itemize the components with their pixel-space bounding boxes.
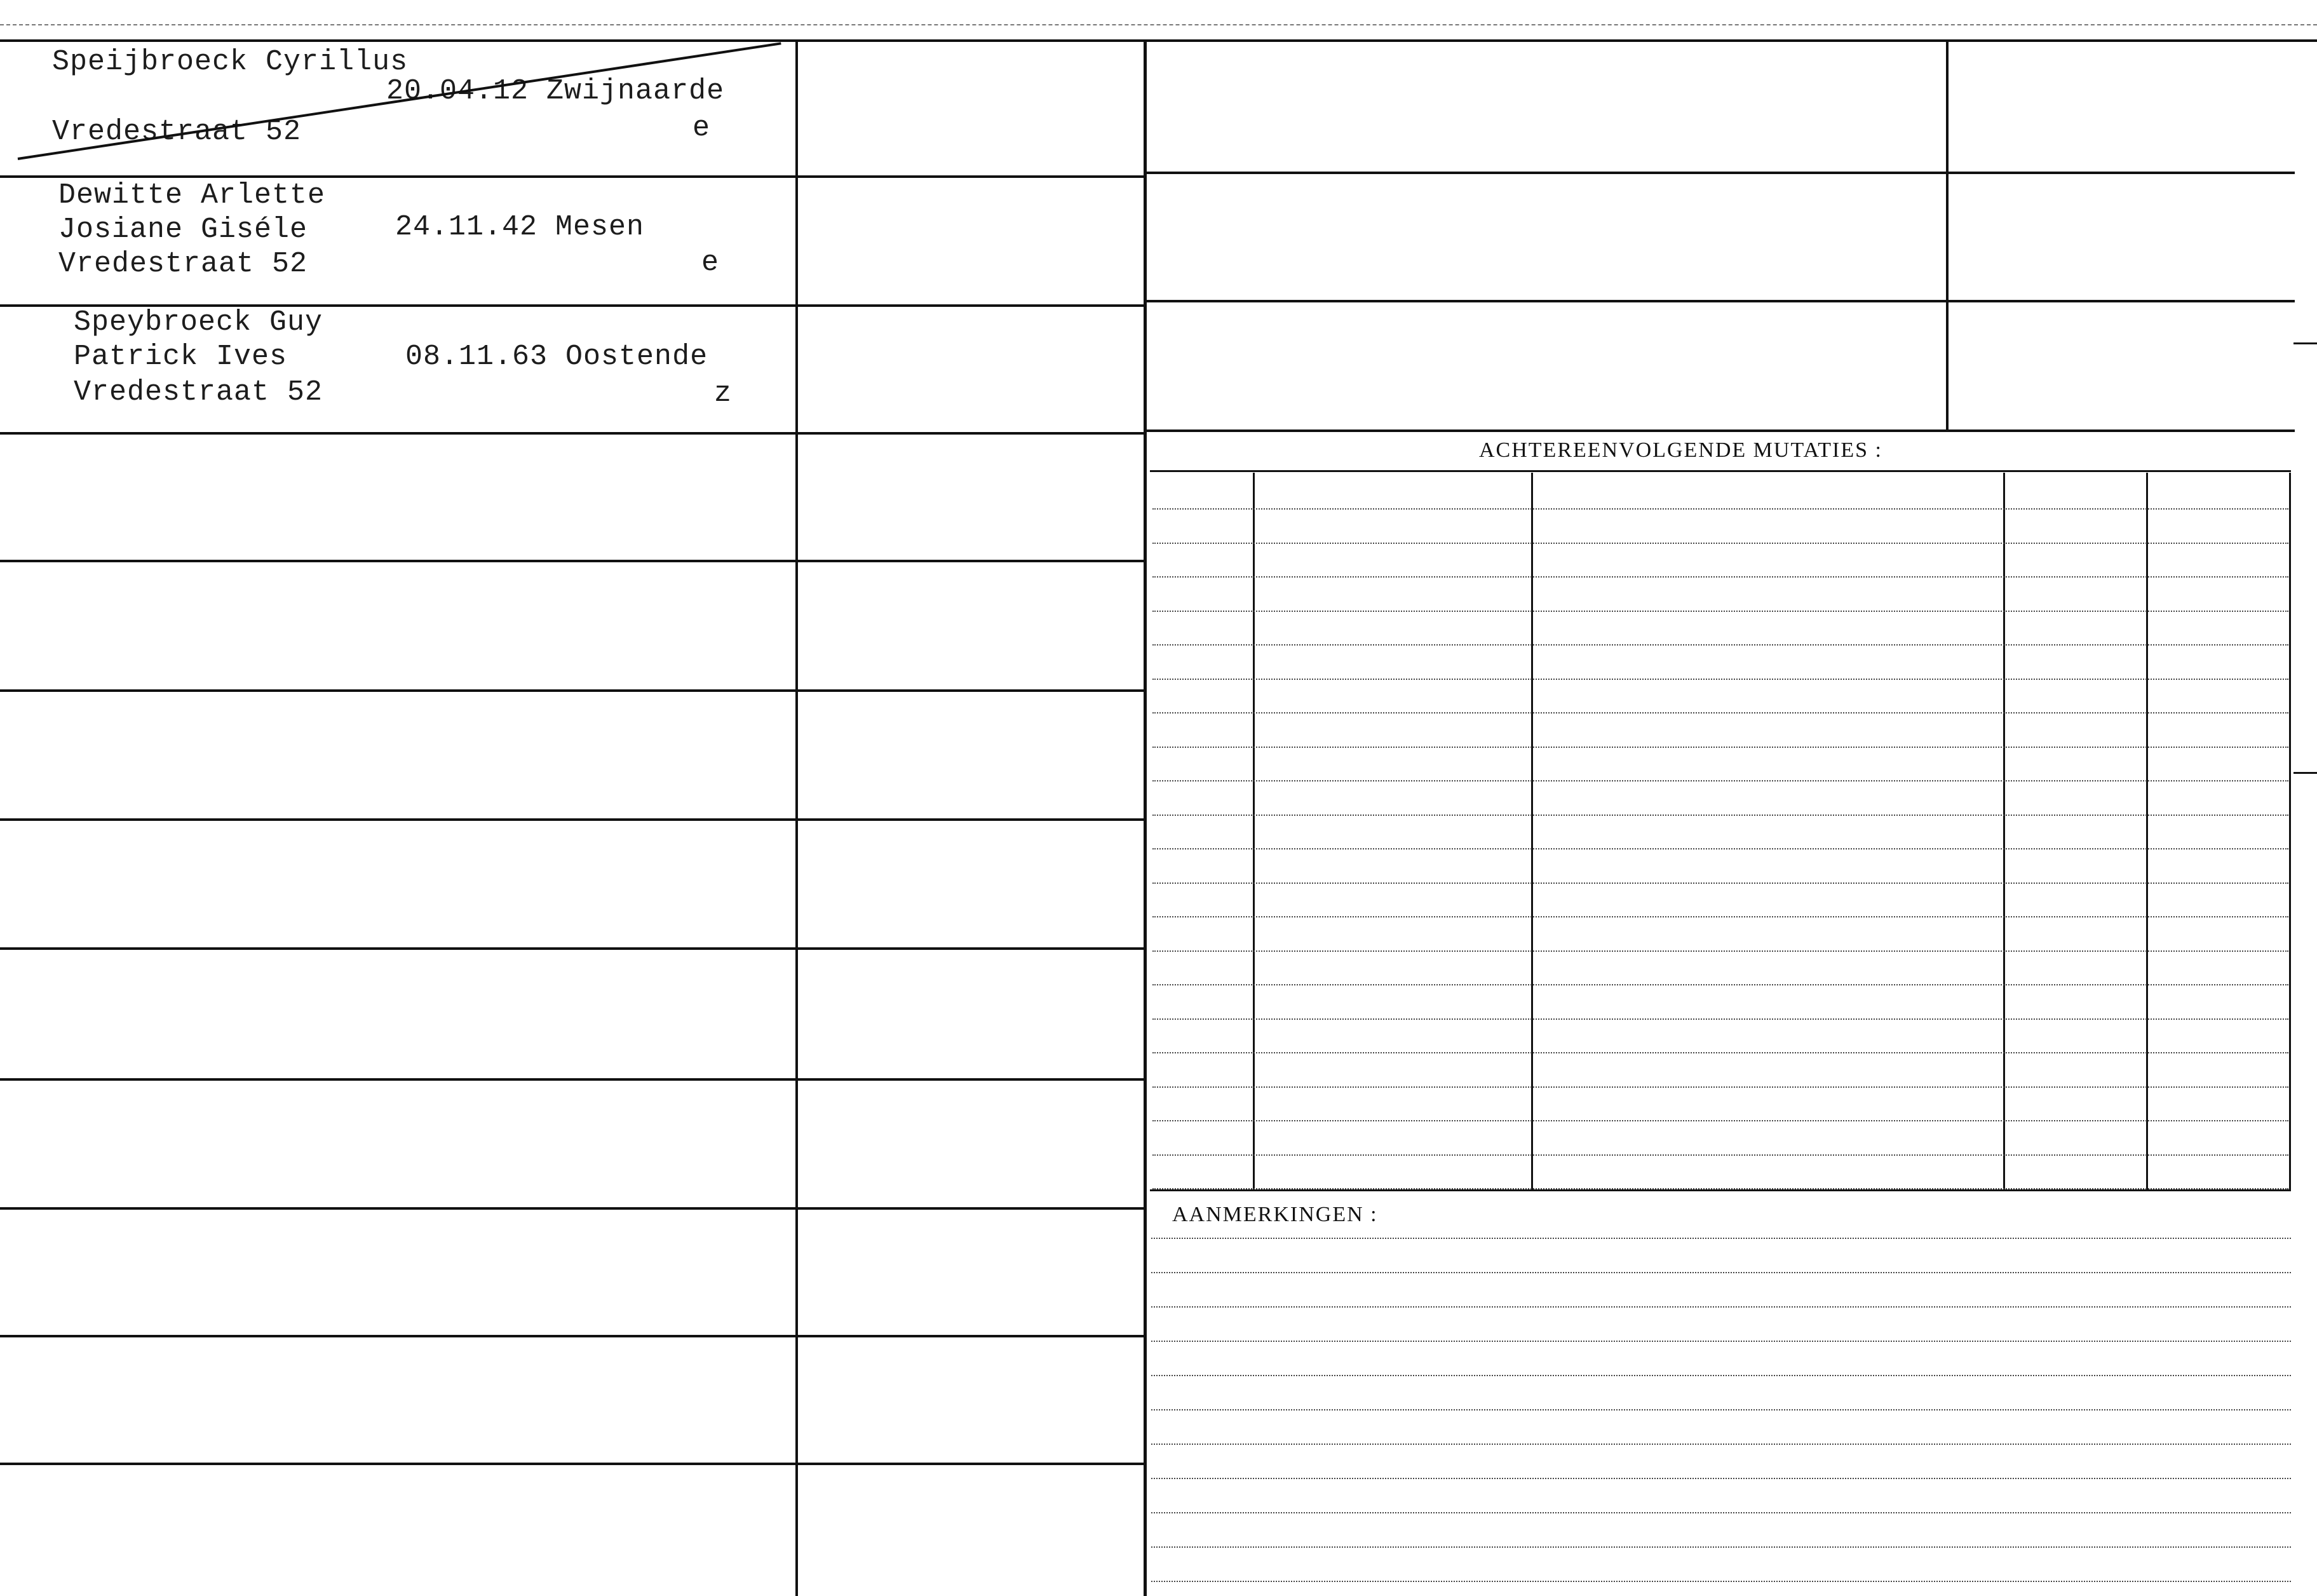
row-rule-10 bbox=[0, 1335, 1144, 1337]
mutaties-ruled-line bbox=[1152, 1018, 2288, 1020]
mutaties-ruled-line bbox=[1152, 576, 2288, 578]
column-divider-right bbox=[1946, 42, 1949, 429]
mutaties-right-border bbox=[2289, 473, 2291, 1189]
mutaties-bottom-rule bbox=[1150, 1189, 2291, 1191]
aanmerkingen-ruled-line bbox=[1151, 1512, 2291, 1513]
aanmerkingen-ruled-line bbox=[1151, 1444, 2291, 1445]
aanmerkingen-ruled-line bbox=[1151, 1341, 2291, 1342]
record-3-name: Speybroeck Guy bbox=[74, 306, 323, 339]
column-divider-middle bbox=[1144, 42, 1147, 1596]
margin-tick-2 bbox=[2293, 772, 2317, 774]
record-1-code: e bbox=[692, 112, 711, 144]
right-row-rule-1 bbox=[1144, 172, 2295, 174]
top-edge-rule bbox=[0, 39, 2317, 42]
aanmerkingen-ruled-line bbox=[1151, 1272, 2291, 1273]
row-rule-1 bbox=[0, 175, 1144, 178]
row-rule-7 bbox=[0, 947, 1144, 950]
mutaties-ruled-line bbox=[1152, 1052, 2288, 1053]
record-2-name: Dewitte Arlette bbox=[58, 179, 326, 212]
aanmerkingen-ruled-line bbox=[1151, 1581, 2291, 1582]
mutaties-ruled-line bbox=[1152, 1086, 2288, 1088]
row-rule-5 bbox=[0, 689, 1144, 692]
row-rule-9 bbox=[0, 1207, 1144, 1210]
margin-tick-1 bbox=[2293, 342, 2317, 344]
right-row-rule-2 bbox=[1144, 300, 2295, 302]
aanmerkingen-ruled-line bbox=[1151, 1409, 2291, 1410]
row-rule-11 bbox=[0, 1463, 1144, 1465]
mutaties-ruled-line bbox=[1152, 883, 2288, 884]
top-edge-dashed-rule bbox=[0, 24, 2317, 25]
mutaties-ruled-line bbox=[1152, 1154, 2288, 1156]
record-1-name: Speijbroeck Cyrillus bbox=[52, 46, 409, 78]
mutaties-ruled-line bbox=[1152, 508, 2288, 510]
mutaties-ruled-line bbox=[1152, 950, 2288, 952]
mutaties-ruled-line bbox=[1152, 780, 2288, 781]
mutaties-top-rule bbox=[1150, 470, 2291, 472]
record-2-birth: 24.11.42 Mesen bbox=[395, 211, 645, 243]
record-2-street: Vredestraat 52 bbox=[58, 248, 308, 280]
record-1-street: Vredestraat 52 bbox=[52, 116, 302, 148]
mutaties-heading: ACHTEREENVOLGENDE MUTATIES : bbox=[1479, 438, 1882, 462]
mutaties-ruled-line bbox=[1152, 916, 2288, 917]
mutaties-ruled-line bbox=[1152, 984, 2288, 985]
aanmerkingen-ruled-line bbox=[1151, 1375, 2291, 1376]
aanmerkingen-heading: AANMERKINGEN : bbox=[1172, 1203, 1378, 1226]
mutaties-ruled-line bbox=[1152, 1120, 2288, 1121]
row-rule-8 bbox=[0, 1078, 1144, 1081]
record-3-code: z bbox=[714, 377, 733, 410]
mutaties-col-divider-2 bbox=[1531, 473, 1533, 1189]
mutaties-ruled-line bbox=[1152, 543, 2288, 544]
row-rule-6 bbox=[0, 818, 1144, 821]
row-rule-4 bbox=[0, 560, 1144, 562]
right-row-rule-3 bbox=[1144, 429, 2295, 432]
mutaties-ruled-line bbox=[1152, 848, 2288, 849]
aanmerkingen-ruled-line bbox=[1151, 1306, 2291, 1308]
record-3-birth: 08.11.63 Oostende bbox=[405, 341, 708, 373]
record-3-street: Vredestraat 52 bbox=[74, 376, 323, 409]
aanmerkingen-ruled-line bbox=[1151, 1238, 2291, 1239]
mutaties-ruled-line bbox=[1152, 611, 2288, 612]
mutaties-ruled-line bbox=[1152, 644, 2288, 646]
record-1-birth: 20.04.12 Zwijnaarde bbox=[386, 75, 725, 107]
record-2-given-names: Josiane Giséle bbox=[58, 213, 308, 246]
mutaties-ruled-line bbox=[1152, 815, 2288, 816]
row-rule-3 bbox=[0, 432, 1144, 435]
mutaties-col-divider-3 bbox=[2003, 473, 2005, 1189]
record-3-given-names: Patrick Ives bbox=[74, 341, 288, 373]
mutaties-ruled-line bbox=[1152, 679, 2288, 680]
mutaties-col-divider-1 bbox=[1253, 473, 1255, 1189]
mutaties-col-divider-4 bbox=[2146, 473, 2148, 1189]
aanmerkingen-ruled-line bbox=[1151, 1478, 2291, 1479]
mutaties-ruled-line bbox=[1152, 1188, 2288, 1189]
record-2-code: e bbox=[701, 247, 720, 279]
mutaties-ruled-line bbox=[1152, 712, 2288, 713]
mutaties-ruled-line bbox=[1152, 747, 2288, 748]
aanmerkingen-ruled-line bbox=[1151, 1546, 2291, 1548]
